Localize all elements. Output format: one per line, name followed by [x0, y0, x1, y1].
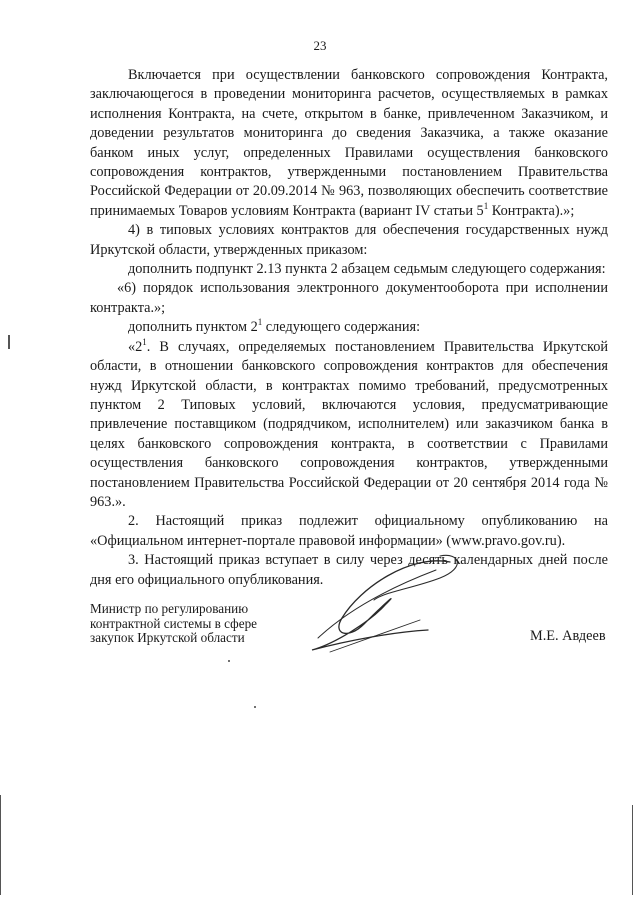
superscript: 1	[483, 200, 489, 211]
document-body	[90, 66, 608, 590]
paragraph-effective-date: 3. Настоящий приказ вступает в силу через десять календарных дней после дня его официального опубликования.	[90, 552, 608, 588]
paragraph-add-item: дополнить пунктом $2^1$ следующего содержания:	[128, 317, 421, 336]
paragraph-item-2-1: «$2^1$. В случаях, определяемых постановлением Правительства Иркутской области, в отношении банковского сопровождения контрактов для обеспечения нужд Иркутской области, в контрактах помимо требований, предусмотренных пунктом 2 Типовых условий, включаются условия, предусматривающие привлечение поставщиком (подрядчиком, исполнителем) или заказчиком банка в целях банковского сопровождения контракта, в соответствии с Правилами осуществления банковского сопровождения контрактов, утвержденными постановлением Правительства Российской Федерации от 20 сентября 2014 года № 963.».	[90, 336, 608, 510]
position-line: контрактной системы в сфере	[90, 615, 258, 631]
paragraph-typical-conditions: 4) в типовых условиях контрактов для обеспечения государственных нужд Иркутской области, утвержденных приказом:	[90, 222, 608, 258]
paragraph-item-6: «6) порядок использования электронного документооборота при исполнении контракта.»;	[90, 280, 608, 316]
scan-edge-mark	[0, 795, 1, 895]
scan-dot	[254, 706, 256, 708]
position-line: закупок Иркутской области	[90, 630, 245, 646]
superscript: 1	[142, 336, 147, 347]
paragraph-add-subitem: дополнить подпункт 2.13 пункта 2 абзацем седьмым следующего содержания:	[128, 261, 606, 278]
scan-edge-mark	[8, 335, 10, 349]
signatory-position	[90, 602, 257, 646]
position-line: Министр по регулированию	[90, 601, 249, 616]
paragraph-publication: 2. Настоящий приказ подлежит официальному опубликованию на «Официальном интернет-портале правовой информации» (www.pravo.gov.ru).	[90, 513, 608, 549]
handwritten-signature	[290, 548, 490, 658]
scan-dot	[228, 660, 230, 662]
scan-edge-mark	[632, 805, 633, 895]
signer-name: М.Е. Авдеев	[530, 628, 606, 644]
paragraph-banking-support: Включается при осуществлении банковского сопровождения Контракта, заключающегося в проведении мониторинга расчетов, осуществляемых в рамках исполнения Контракта, на счете, открытом в банке, привлеченном Заказчиком, и доведении результатов мониторинга до сведения Заказчика, а также оказание банком иных услуг, определенных Правилами осуществления банковского сопровождения контрактов, утвержденными постановлением Правительства Российской Федерации от 20.09.2014 № 963, позволяющих обеспечить соответствие принимаемых Товаров условиям Контракта (вариант IV статьи $5^1$ Контракта).»;	[90, 67, 608, 219]
superscript: 1	[257, 317, 263, 328]
page-number: 23	[313, 38, 327, 53]
